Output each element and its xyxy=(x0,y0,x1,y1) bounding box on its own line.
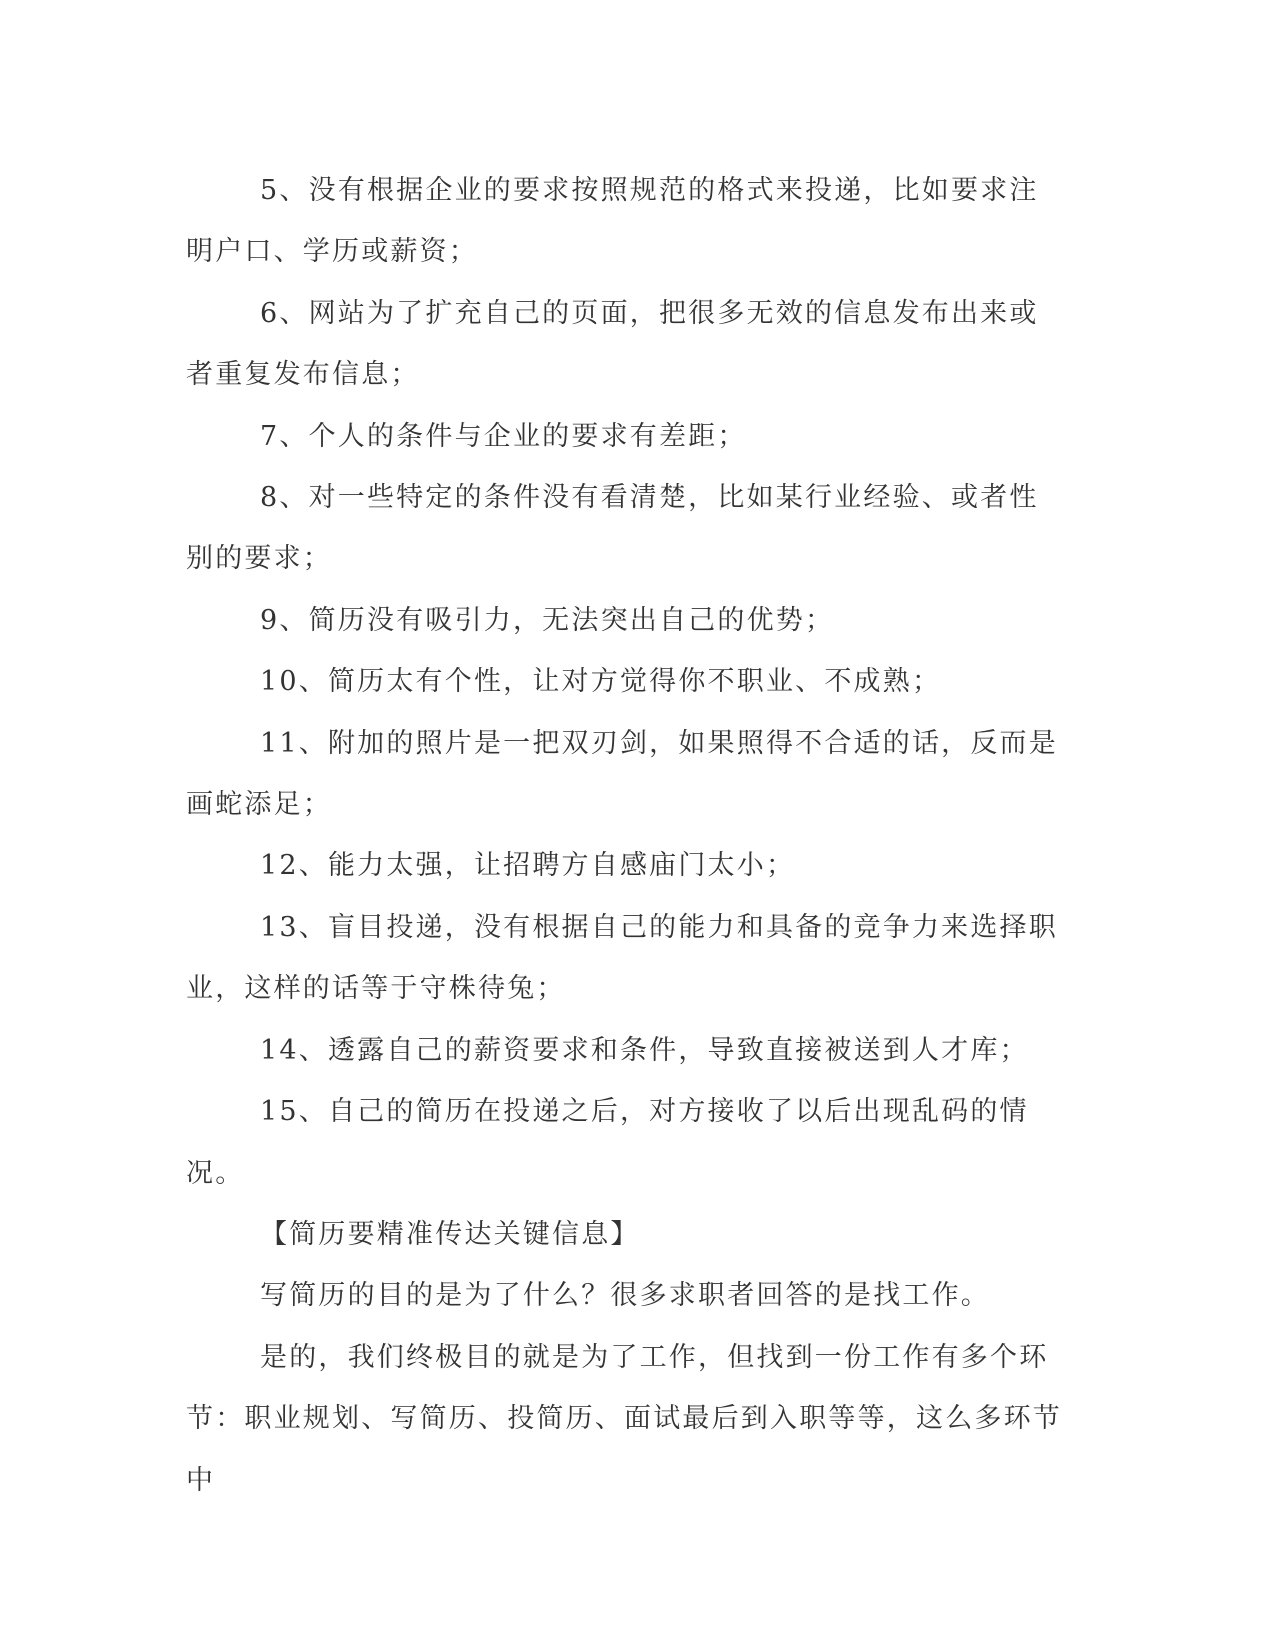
paragraph-item-15: 15、自己的简历在投递之后，对方接收了以后出现乱码的情况。 xyxy=(186,1096,1029,1189)
paragraph-item-8: 8、对一些特定的条件没有看清楚，比如某行业经验、或者性别的要求； xyxy=(186,482,1039,575)
paragraph-item-13: 13、盲目投递，没有根据自己的能力和具备的竞争力来选择职业，这样的话等于守株待兔； xyxy=(186,911,1058,1005)
paragraph-item-14: 14、透露自己的薪资要求和条件，导致直接被送到人才库； xyxy=(260,1034,1029,1066)
paragraph-item-5: 5、没有根据企业的要求按照规范的格式来投递，比如要求注明户口、学历或薪资； xyxy=(186,175,1039,268)
paragraph-item-6: 6、网站为了扩充自己的页面，把很多无效的信息发布出来或者重复发布信息； xyxy=(186,297,1039,391)
document-body xyxy=(186,160,1066,1511)
paragraph-item-7: 7、个人的条件与企业的要求有差距； xyxy=(260,420,747,452)
paragraph-item-9: 9、简历没有吸引力，无法突出自己的优势； xyxy=(260,604,835,636)
paragraph-item-11: 11、附加的照片是一把双刃剑，如果照得不合适的话，反而是画蛇添足； xyxy=(186,727,1058,821)
closing-paragraph-1: 写简历的目的是为了什么？很多求职者回答的是找工作。 xyxy=(260,1280,990,1312)
closing-paragraph-2: 是的，我们终极目的就是为了工作，但找到一份工作有多个环节：职业规划、写简历、投简历、面试最后到入职等等，这么多环节中 xyxy=(186,1341,1062,1496)
paragraph-item-12: 12、能力太强，让招聘方自感庙门太小； xyxy=(260,850,796,882)
section-heading: 【简历要精准传达关键信息】 xyxy=(260,1218,640,1250)
paragraph-item-10: 10、简历太有个性，让对方觉得你不职业、不成熟； xyxy=(260,666,942,698)
